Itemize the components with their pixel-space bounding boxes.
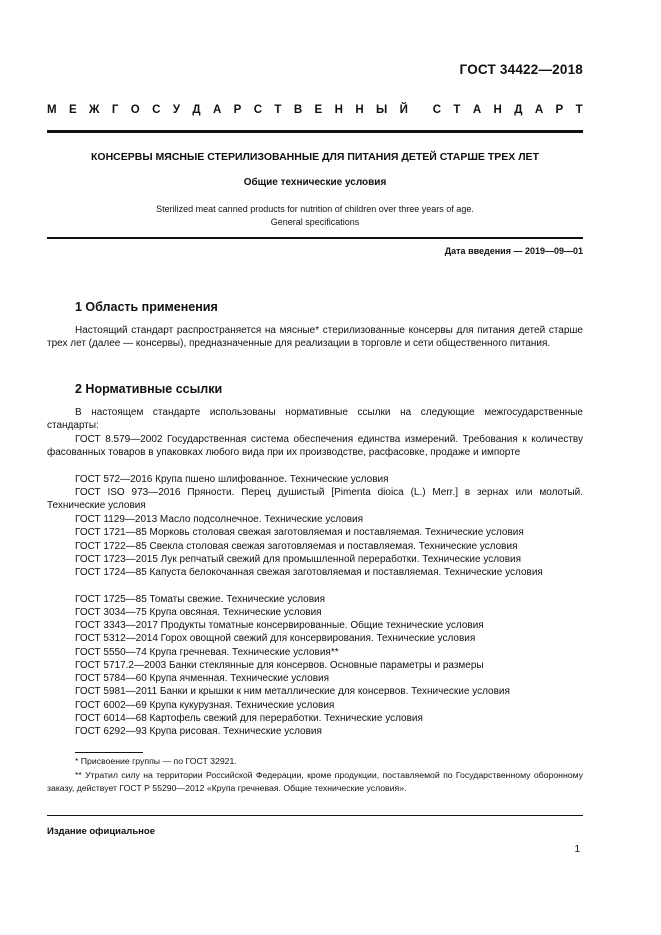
- reference-item: ГОСТ 8.579—2002 Государственная система обеспечения единства измерений. Требования к количеству фасованных товаров в упаковках любого вида при их производстве, расфасовке, продаже и импорте: [47, 434, 583, 459]
- introduction-date: Дата введения — 2019—09—01: [444, 246, 583, 256]
- standard-number: ГОСТ 34422—2018: [459, 62, 583, 77]
- banner-letter: С: [152, 104, 161, 116]
- reference-item: ГОСТ 6014—68 Картофель свежий для переработки. Технические условия: [75, 713, 423, 724]
- banner-letter: Р: [555, 104, 564, 116]
- banner-letter: М: [47, 104, 57, 116]
- banner-letter: Ж: [89, 104, 100, 116]
- english-title-line-1: Sterilized meat canned products for nutrition of children over three years of age.: [156, 204, 474, 214]
- banner-letter: Т: [453, 104, 461, 116]
- banner-letter: Н: [334, 104, 343, 116]
- section-1-text: Настоящий стандарт распространяется на мясные* стерилизованные консервы для питания детей старше трех лет (далее — консервы), предназначенные для реализации в торговле и сети общественного питания.: [47, 325, 583, 350]
- reference-item: ГОСТ 1724—85 Капуста белокочанная свежая заготовляемая и поставляемая. Технические условия: [75, 567, 543, 578]
- reference-item: ГОСТ 5717.2—2003 Банки стеклянные для консервов. Основные параметры и размеры: [75, 660, 484, 671]
- reference-item: ГОСТ 5784—60 Крупа ячменная. Технические условия: [75, 673, 330, 684]
- english-title: [47, 203, 583, 228]
- banner-letter: Р: [233, 104, 242, 116]
- banner-letter: А: [472, 104, 482, 116]
- reference-item: ГОСТ 5550—74 Крупа гречневая. Технические условия**: [75, 647, 339, 658]
- banner-letter: А: [212, 104, 222, 116]
- banner-letter: Е: [314, 104, 323, 116]
- reference-item: ГОСТ 6002—69 Крупа кукурузная. Технические условия: [75, 700, 335, 711]
- footnote-2: ** Утратил силу на территории Российской Федерации, кроме продукции, поставляемой по Государственному оборонному заказу, действует ГОСТ Р 55290—2012 «Крупа гречневая. Общие технические условия».: [47, 770, 583, 793]
- reference-item: ГОСТ 3343—2017 Продукты томатные консервированные. Общие технические условия: [75, 620, 484, 631]
- banner-letter: С: [432, 104, 442, 116]
- header-rule: [47, 130, 583, 133]
- banner-letter: С: [253, 104, 263, 116]
- banner-letter: О: [130, 104, 140, 116]
- reference-item: ГОСТ 1723—2015 Лук репчатый свежий для промышленной переработки. Технические условия: [75, 554, 522, 565]
- document-title: КОНСЕРВЫ МЯСНЫЕ СТЕРИЛИЗОВАННЫЕ ДЛЯ ПИТАНИЯ ДЕТЕЙ СТАРШЕ ТРЕХ ЛЕТ: [91, 151, 539, 163]
- document-subtitle: Общие технические условия: [243, 177, 387, 188]
- banner-letter: А: [534, 104, 544, 116]
- reference-item: ГОСТ 5312—2014 Горох овощной свежий для консервирования. Технические условия: [75, 633, 476, 644]
- reference-item: ГОСТ 3034—75 Крупа овсяная. Технические условия: [75, 607, 322, 618]
- section-2-intro: В настоящем стандарте использованы нормативные ссылки на следующие межгосударственные стандарты:: [47, 407, 583, 432]
- official-edition-label: Издание официальное: [47, 826, 155, 837]
- banner-letter: Т: [274, 104, 282, 116]
- reference-item: ГОСТ 6292—93 Крупа рисовая. Технические условия: [75, 726, 322, 737]
- banner-letter: Д: [514, 104, 523, 116]
- banner-letter: В: [293, 104, 303, 116]
- footer-rule: [47, 815, 583, 816]
- reference-item: ГОСТ 1129—2013 Масло подсолнечное. Технические условия: [75, 514, 364, 525]
- page-number: 1: [574, 844, 580, 855]
- banner-letter: У: [172, 104, 180, 116]
- footnote-separator: [75, 752, 143, 753]
- reference-item: ГОСТ 5981—2011 Банки и крышки к ним металлические для консервов. Технические условия: [75, 686, 510, 697]
- title-rule: [47, 237, 583, 239]
- english-title-line-2: General specifications: [270, 216, 360, 227]
- section-2-heading: 2 Нормативные ссылки: [75, 382, 223, 396]
- banner-letter: Ы: [376, 104, 388, 116]
- banner-letter: Т: [575, 104, 583, 116]
- section-1-heading: 1 Область применения: [75, 300, 218, 314]
- reference-item: ГОСТ 1722—85 Свекла столовая свежая заготовляемая и поставляемая. Технические условия: [75, 541, 518, 552]
- banner-letter: Г: [111, 104, 119, 116]
- banner-letter: Е: [68, 104, 77, 116]
- reference-item: ГОСТ 1725—85 Томаты свежие. Технические условия: [75, 594, 326, 605]
- banner-letter: Н: [355, 104, 364, 116]
- interstate-standard-banner: [47, 104, 583, 120]
- banner-letter: Д: [192, 104, 201, 116]
- banner-letter: Й: [399, 104, 408, 116]
- banner-letter: Н: [493, 104, 502, 116]
- reference-item: ГОСТ 572—2016 Крупа пшено шлифованное. Технические условия: [75, 474, 389, 485]
- reference-item: ГОСТ 1721—85 Морковь столовая свежая заготовляемая и поставляемая. Технические условия: [75, 527, 524, 538]
- footnote-1: * Присвоение группы — по ГОСТ 32921.: [75, 756, 237, 766]
- reference-item: ГОСТ ISO 973—2016 Пряности. Перец душистый [Pimenta dioica (L.) Merr.] в зернах или молотый. Технические условия: [47, 487, 583, 512]
